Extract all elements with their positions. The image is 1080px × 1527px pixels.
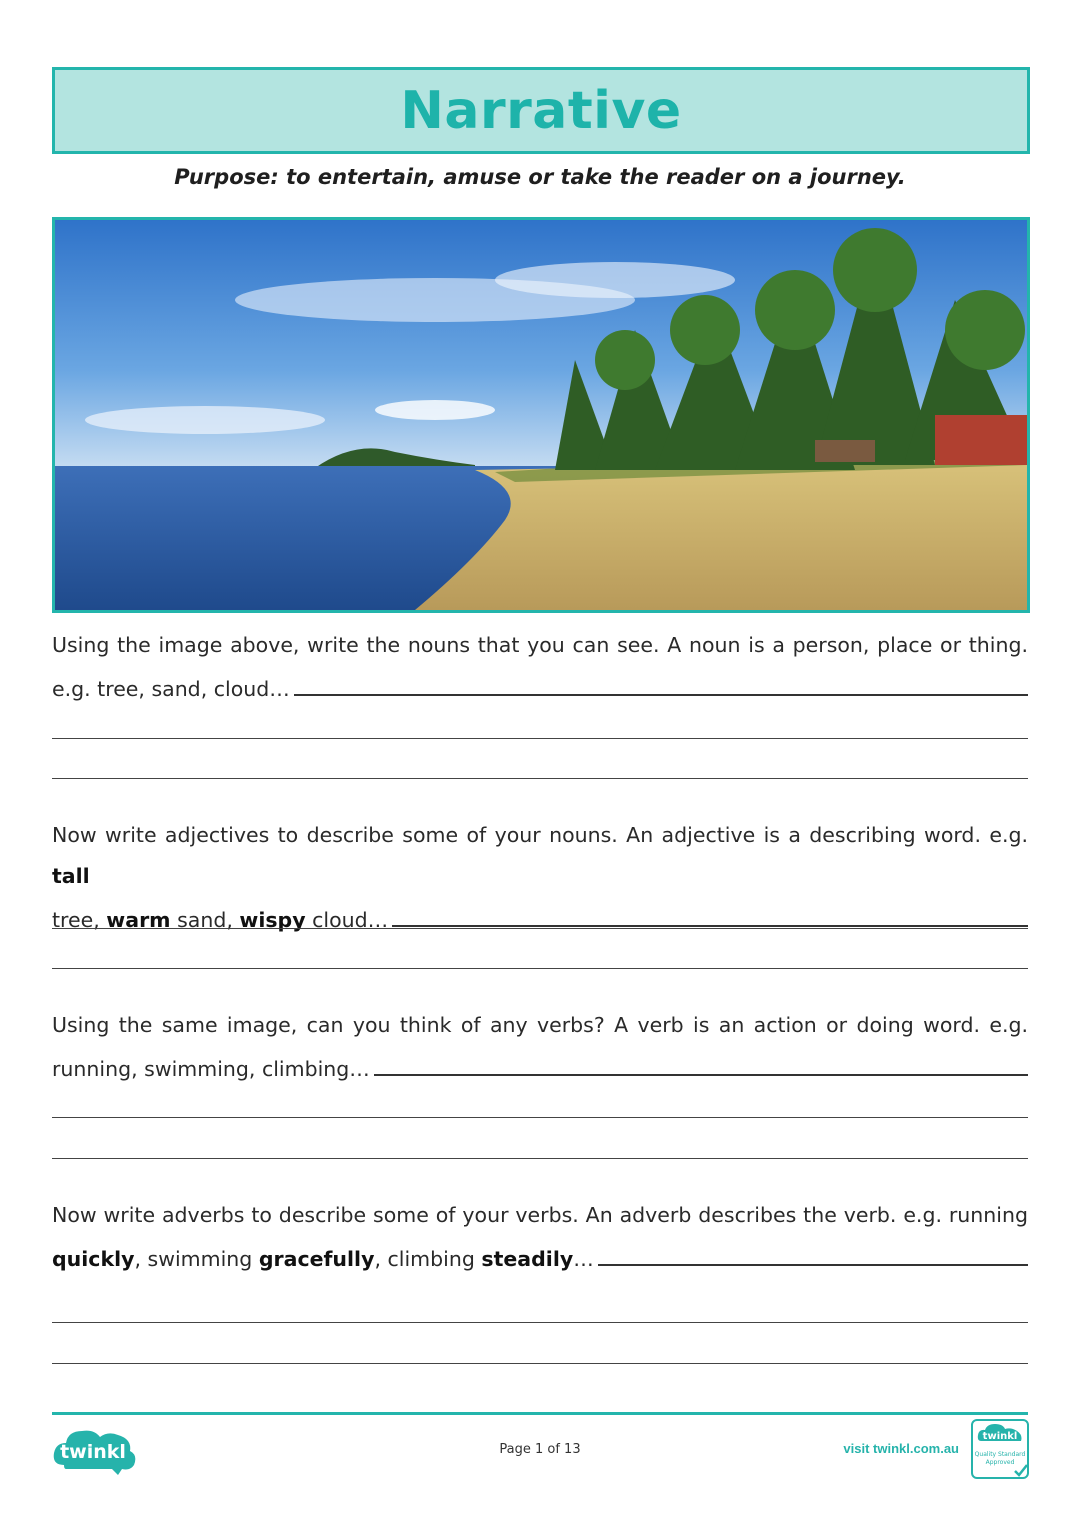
question-adverbs-example bbox=[52, 1239, 594, 1280]
answer-line[interactable] bbox=[52, 968, 1028, 969]
question-verbs-example: running, swimming, climbing… bbox=[52, 1057, 370, 1081]
question-adverbs bbox=[52, 1195, 1028, 1280]
question-nouns-line2 bbox=[52, 666, 1028, 710]
beach-image bbox=[52, 217, 1030, 613]
answer-line[interactable] bbox=[294, 666, 1028, 696]
question-adverbs-line1: Now write adverbs to describe some of your verbs. An adverb describes the verb. e.g. running bbox=[52, 1203, 1028, 1227]
question-nouns bbox=[52, 625, 1028, 710]
answer-line[interactable] bbox=[52, 1363, 1028, 1364]
answer-line[interactable] bbox=[52, 928, 1028, 929]
bold-example: gracefully bbox=[258, 1247, 375, 1271]
bold-example: steadily bbox=[481, 1247, 574, 1271]
beach-photo-icon bbox=[55, 220, 1027, 610]
example-text: cloud… bbox=[312, 908, 389, 932]
answer-line[interactable] bbox=[52, 778, 1028, 779]
visit-link[interactable]: visit twinkl.com.au bbox=[843, 1441, 959, 1456]
answer-line[interactable] bbox=[52, 1117, 1028, 1118]
bold-example: tall bbox=[52, 864, 90, 888]
example-text: , climbing bbox=[374, 1247, 475, 1271]
question-verbs-line1: Using the same image, can you think of any verbs? A verb is an action or doing word. e.g. bbox=[52, 1013, 1028, 1037]
bold-example: warm bbox=[106, 908, 171, 932]
answer-line[interactable] bbox=[598, 1236, 1028, 1266]
question-nouns-line1: Using the image above, write the nouns that you can see. A noun is a person, place or thing. bbox=[52, 633, 1028, 657]
question-adverbs-line2 bbox=[52, 1236, 1028, 1280]
example-text: , swimming bbox=[134, 1247, 253, 1271]
answer-line[interactable] bbox=[52, 1322, 1028, 1323]
example-text: … bbox=[573, 1247, 594, 1271]
example-text: sand, bbox=[177, 908, 233, 932]
question-adjectives-line2 bbox=[52, 897, 1028, 941]
question-adjectives-line1 bbox=[52, 815, 1028, 897]
badge-line2: Approved bbox=[985, 1459, 1015, 1466]
answer-line[interactable] bbox=[392, 897, 1028, 927]
logo-text: twinkl bbox=[60, 1441, 126, 1463]
page-number: Page 1 of 13 bbox=[499, 1442, 581, 1457]
example-text: tree, bbox=[52, 908, 100, 932]
question-verbs bbox=[52, 1005, 1028, 1090]
bold-example: quickly bbox=[52, 1247, 135, 1271]
question-nouns-example: e.g. tree, sand, cloud… bbox=[52, 677, 290, 701]
answer-line[interactable] bbox=[52, 738, 1028, 739]
question-verbs-line2 bbox=[52, 1046, 1028, 1090]
page-title: Narrative bbox=[400, 80, 682, 141]
footer-divider bbox=[52, 1412, 1028, 1415]
bold-example: wispy bbox=[239, 908, 306, 932]
question-adjectives bbox=[52, 815, 1028, 941]
question-adjectives-example bbox=[52, 900, 388, 941]
answer-line[interactable] bbox=[374, 1046, 1028, 1076]
quality-badge-icon bbox=[971, 1419, 1029, 1479]
answer-line[interactable] bbox=[52, 1158, 1028, 1159]
question-adjectives-text: Now write adjectives to describe some of your nouns. An adjective is a describing word. e.g. bbox=[52, 823, 1028, 847]
badge-line1: Quality Standard bbox=[974, 1451, 1026, 1458]
purpose-text: Purpose: to entertain, amuse or take the reader on a journey. bbox=[174, 165, 906, 189]
badge-brand: twinkl bbox=[982, 1431, 1018, 1442]
title-banner bbox=[52, 67, 1030, 154]
